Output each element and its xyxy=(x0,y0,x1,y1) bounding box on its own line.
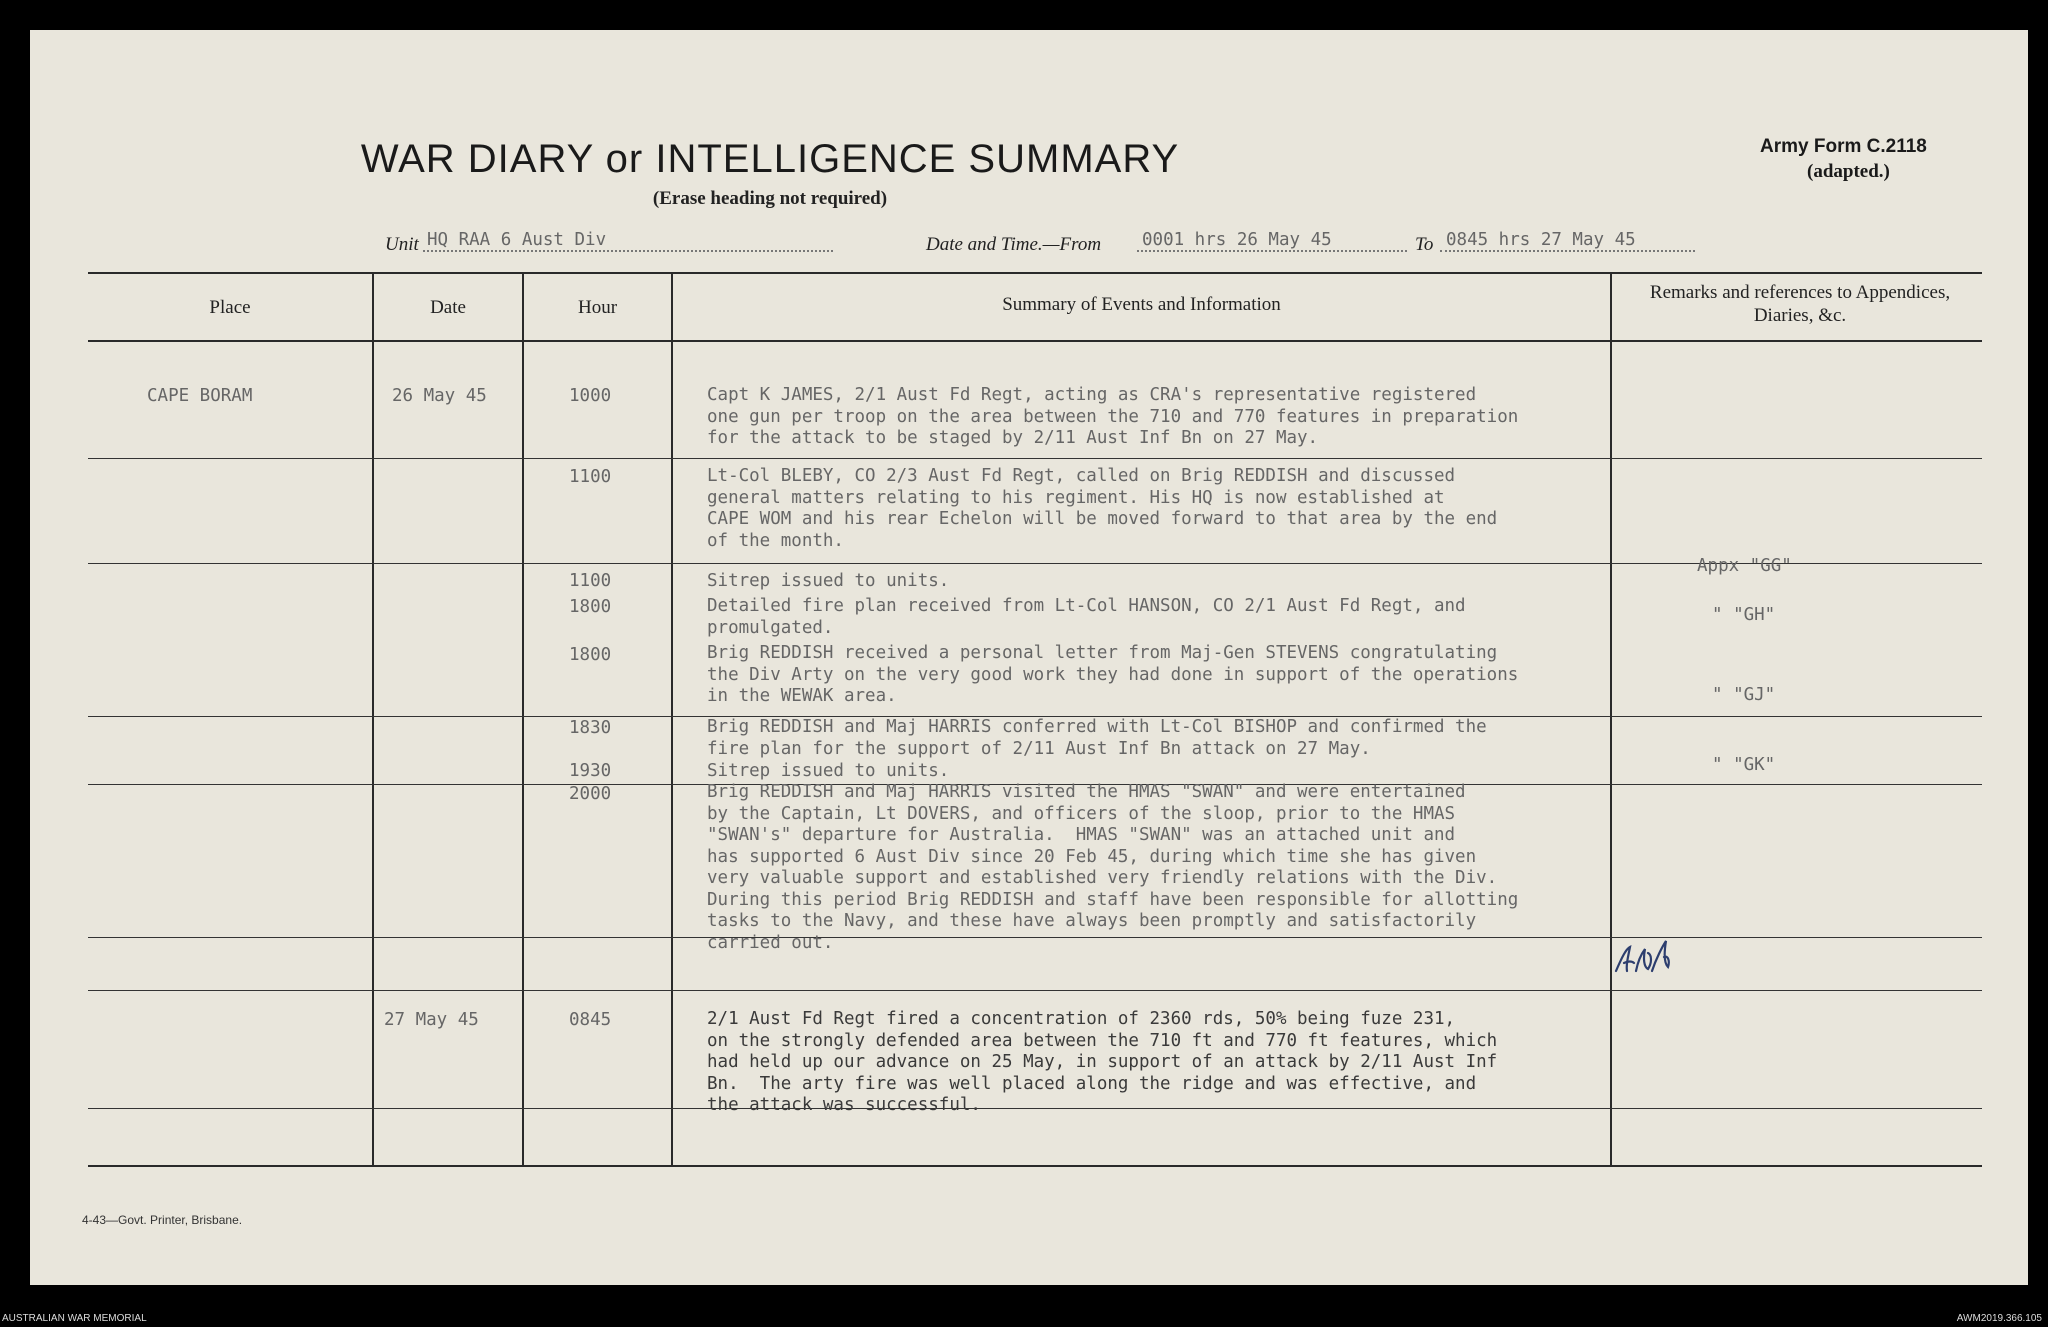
unit-label: Unit xyxy=(385,234,419,255)
row-rule xyxy=(88,458,1982,459)
entry-hour: 2000 xyxy=(569,784,612,804)
entry-summary: Brig REDDISH received a personal letter from Maj-Gen STEVENS congratulating the Div Arty on the very good work they had done in support of the operations in the WEWAK area. xyxy=(707,643,1519,706)
table-bottom-border xyxy=(88,1165,1982,1167)
form-subtitle: (Erase heading not required) xyxy=(652,188,888,209)
entry-hour: 1830 xyxy=(569,718,612,738)
from-value: 0001 hrs 26 May 45 xyxy=(1142,230,1332,250)
entry-place: CAPE BORAM xyxy=(147,386,253,406)
date-time-label: Date and Time.—From xyxy=(926,234,1102,255)
header-place: Place xyxy=(209,297,251,318)
to-label: To xyxy=(1415,234,1434,255)
entry-hour: 1000 xyxy=(569,386,612,406)
entry-remark: " "GK" xyxy=(1712,755,1776,775)
to-value: 0845 hrs 27 May 45 xyxy=(1446,230,1636,250)
entry-summary: 2/1 Aust Fd Regt fired a concentration of 2360 rds, 50% being fuze 231, on the strongly defended area between the 710 ft and 770 ft features, which had held up our advance on 25 May, in support of an attack by 2/11 Aust Inf Bn. The arty fire was well placed along the ridge and was effective, and the attack was successful. xyxy=(707,1009,1498,1115)
entry-summary: Brig REDDISH and Maj HARRIS conferred with Lt-Col BISHOP and confirmed the fire plan for the support of 2/11 Aust Inf Bn attack on 27 May. xyxy=(707,717,1487,759)
footer-accession: AWM2019.366.105 xyxy=(1956,1313,2042,1324)
from-dotted-line xyxy=(1137,250,1407,252)
entry-hour: 1100 xyxy=(569,571,612,591)
diary-page xyxy=(30,30,2028,1285)
unit-value: HQ RAA 6 Aust Div xyxy=(427,230,607,250)
army-form-adapted: (adapted.) xyxy=(1807,161,1890,182)
header-date: Date xyxy=(430,297,466,318)
army-form-number: Army Form C.2118 xyxy=(1760,136,1927,157)
entry-summary: Sitrep issued to units. xyxy=(707,761,950,781)
header-summary: Summary of Events and Information xyxy=(1002,294,1281,315)
handwritten-initials xyxy=(1612,935,1672,980)
col-divider-date xyxy=(522,272,524,1165)
entry-summary: Capt K JAMES, 2/1 Aust Fd Regt, acting as CRA's representative registered one gun per troop on the area between the 710 and 770 features in preparation for the attack to be staged by 2/11 Aust Inf Bn on 27 May. xyxy=(707,385,1519,448)
unit-dotted-line xyxy=(423,250,833,252)
entry-hour: 1100 xyxy=(569,467,612,487)
entry-remark: Appx "GG" xyxy=(1697,556,1792,576)
col-divider-hour xyxy=(671,272,673,1165)
col-divider-place xyxy=(372,272,374,1165)
entry-remark: " "GJ" xyxy=(1712,685,1776,705)
entry-hour: 0845 xyxy=(569,1010,612,1030)
entry-hour: 1800 xyxy=(569,645,612,665)
footer-credit: AUSTRALIAN WAR MEMORIAL xyxy=(2,1313,147,1324)
entry-summary: Sitrep issued to units. xyxy=(707,571,950,591)
entry-date: 26 May 45 xyxy=(392,386,487,406)
header-hour: Hour xyxy=(577,297,618,318)
entry-summary: Brig REDDISH and Maj HARRIS visited the HMAS "SWAN" and were entertained by the Captain, Lt DOVERS, and officers of the sloop, prior to the HMAS "SWAN's" departure for Australia. HMAS "SWAN" was an attached unit and has supported 6 Aust Div since 20 Feb 45, during which time she has given very valuable support and established very friendly relations with the Div. During this period Brig REDDISH and staff have been responsible for allotting tasks to the Navy, and these have always been promptly and satisfactorily carried out. xyxy=(707,782,1519,953)
entry-remark: " "GH" xyxy=(1712,605,1776,625)
row-rule xyxy=(88,990,1982,991)
header-remarks: Remarks and references to Appendices, Diaries, &c. xyxy=(1649,282,1951,326)
entry-summary: Lt-Col BLEBY, CO 2/3 Aust Fd Regt, called on Brig REDDISH and discussed general matters relating to his regiment. His HQ is now established at CAPE WOM and his rear Echelon will be moved forward to that area by the end of the month. xyxy=(707,466,1498,551)
entry-hour: 1800 xyxy=(569,597,612,617)
entry-summary: Detailed fire plan received from Lt-Col HANSON, CO 2/1 Aust Fd Regt, and promulgated. xyxy=(707,596,1466,638)
to-dotted-line xyxy=(1440,250,1695,252)
entry-date: 27 May 45 xyxy=(384,1010,479,1030)
entry-hour: 1930 xyxy=(569,761,612,781)
form-title: WAR DIARY or INTELLIGENCE SUMMARY xyxy=(360,137,1180,181)
printer-note: 4-43—Govt. Printer, Brisbane. xyxy=(82,1213,243,1227)
